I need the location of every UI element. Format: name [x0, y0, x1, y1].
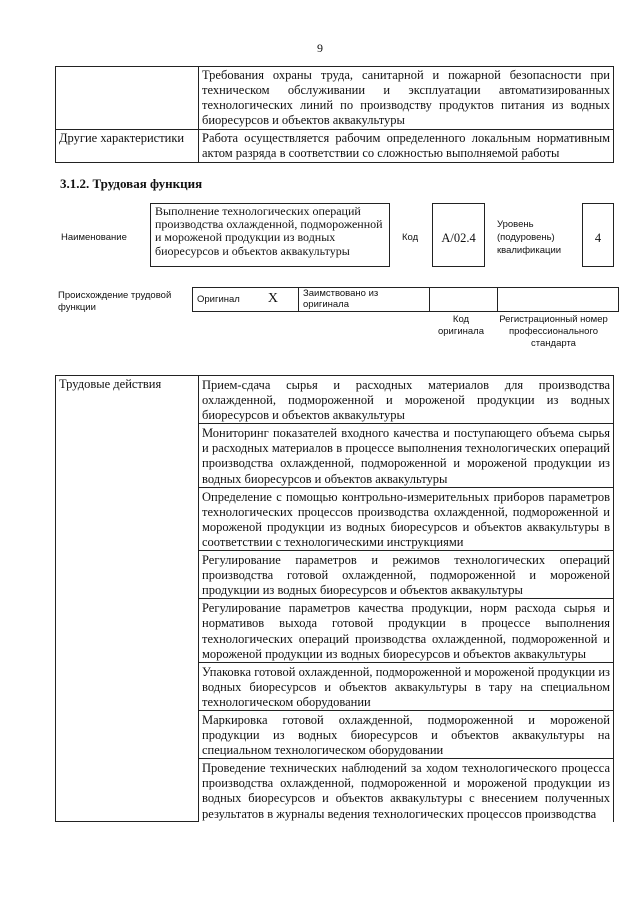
other-characteristics-label: Другие характеристики — [56, 130, 199, 163]
requirements-table — [55, 66, 614, 163]
labor-action: Прием-сдача сырья и расходных материалов для производства охлажденной, подмороженной и мороженой продукции из водных биоресурсов и объектов аквакультуры — [199, 376, 614, 424]
other-characteristics-text: Работа осуществляется рабочим определенного локальным нормативным актом разряда в соответствии со сложностью выполняемой работы — [199, 130, 614, 163]
labor-action: Проведение технических наблюдений за ходом технологического процесса производства охлажденной, подмороженной и мороженой продукции из водных биоресурсов и объектов аквакультуры с внесением полученных результатов в журналы ведения технологических процессов производства — [199, 759, 614, 822]
name-label: Наименование — [61, 232, 127, 243]
original-mark: X — [267, 291, 278, 306]
labor-actions-table — [55, 375, 614, 822]
labor-action: Регулирование параметров и режимов технологических операций производства готовой охлажденной, подмороженной и мороженой продукции из водных биоресурсов и объектов аквакультуры — [199, 551, 614, 599]
original-code-caption: Код оригинала — [437, 314, 484, 337]
page-number: 9 — [317, 41, 323, 55]
labor-action: Определение с помощью контрольно-измерительных приборов параметров технологических процессов производства охлажденной, подмороженной и мороженой продукции из водных биоресурсов и объектов аквакультуры в соответствии с технологическими инструкциями — [199, 487, 614, 550]
borrowed-label: Заимствовано из оригинала — [299, 288, 430, 312]
labor-action: Мониторинг показателей входного качества и поступающего объема сырья и расходных материалов в процессе выполнения технологических операций производства охлажденной, подмороженной и мороженой продукции из водных биоресурсов и объектов аквакультуры — [199, 424, 614, 487]
original-cell — [193, 288, 299, 312]
code-label: Код — [402, 232, 419, 243]
registration-number-cell — [498, 288, 619, 312]
origin-table — [192, 287, 619, 312]
registration-number-caption: Регистрационный номер профессионального стандарта — [499, 314, 608, 349]
section-title: 3.1.2. Трудовая функция — [60, 176, 203, 191]
function-code-box: A/02.4 — [432, 203, 485, 267]
labor-action: Упаковка готовой охлажденной, подмороженной и мороженой продукции из водных биоресурсов и объектов аквакультуры в тару на специальном технологическом оборудовании — [199, 662, 614, 710]
level-value-box: 4 — [582, 203, 614, 267]
labor-action: Регулирование параметров качества продукции, норм расхода сырья и нормативов выхода готовой продукции в процессе выполнения технологических операций производства охлажденной, подмороженной и мороженой продукции из водных биоресурсов и объектов аквакультуры — [199, 599, 614, 662]
empty-label-cell — [56, 67, 199, 130]
labor-actions-label: Трудовые действия — [56, 376, 199, 822]
function-name-box: Выполнение технологических операций производства охлажденной, подмороженной и мороженой продукции из водных биоресурсов и объектов аквакультуры — [150, 203, 390, 267]
labor-action: Маркировка готовой охлажденной, подмороженной и мороженой продукции из водных биоресурсов и объектов аквакультуры на специальном технологическом оборудовании — [199, 710, 614, 758]
origin-label: Происхождение трудовой функции — [58, 290, 172, 313]
level-label: Уровень (подуровень) квалификации — [497, 219, 562, 256]
requirements-text: Требования охраны труда, санитарной и пожарной безопасности при техническом обслуживании и эксплуатации автоматизированных технологических линий по производству продуктов питания из водных биоресурсов и объектов аквакультуры — [199, 67, 614, 130]
original-code-cell — [430, 288, 498, 312]
original-label: Оригинал — [197, 294, 240, 305]
